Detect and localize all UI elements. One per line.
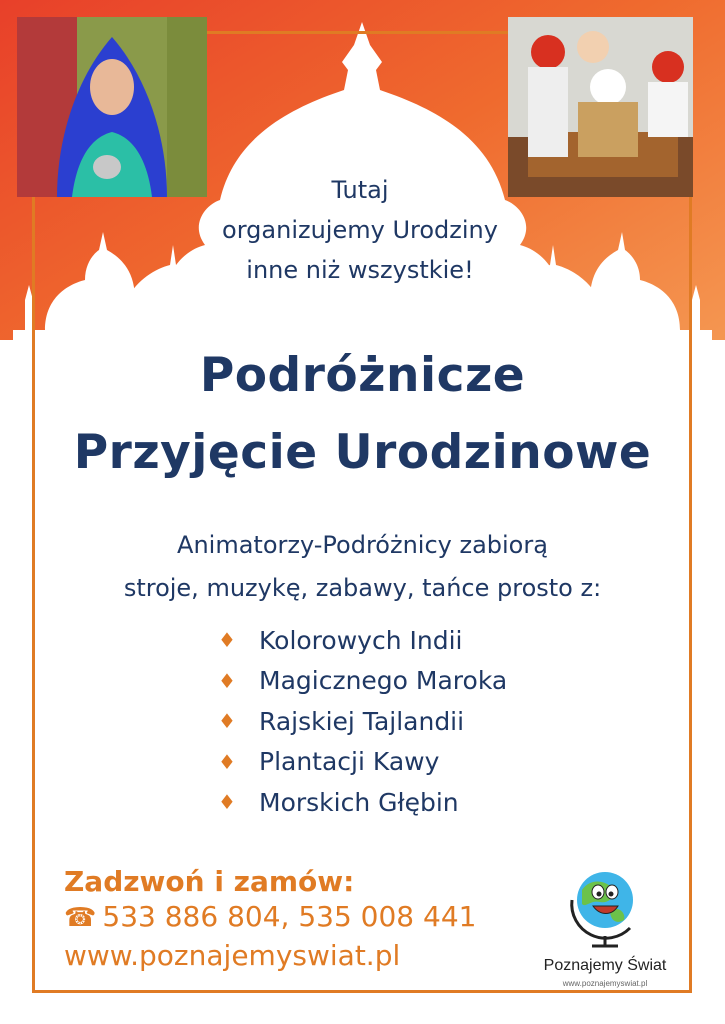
diamond-icon: ♦ bbox=[218, 709, 236, 734]
intro-line-2: organizujemy Urodziny bbox=[222, 216, 498, 244]
destination-label: Plantacji Kawy bbox=[259, 747, 440, 777]
call-to-action: Zadzwoń i zamów: bbox=[64, 865, 355, 898]
destination-label: Morskich Głębin bbox=[259, 787, 459, 817]
destination-list bbox=[218, 620, 507, 823]
description-line-1: Animatorzy-Podróżnicy zabiorą bbox=[177, 531, 548, 559]
diamond-icon: ♦ bbox=[218, 749, 236, 774]
list-item bbox=[218, 701, 507, 742]
logo-name: Poznajemy Świat bbox=[543, 957, 667, 974]
diamond-icon: ♦ bbox=[218, 628, 236, 653]
intro-text bbox=[160, 170, 560, 290]
title-line-1: Podróżnicze bbox=[199, 348, 526, 403]
list-item bbox=[218, 661, 507, 702]
logo-url: www.poznajemyswiat.pl bbox=[562, 979, 648, 988]
list-item bbox=[218, 782, 507, 823]
globe-mascot-icon bbox=[560, 860, 650, 950]
destination-label: Magicznego Maroka bbox=[259, 666, 508, 696]
title-line-2: Przyjęcie Urodzinowe bbox=[73, 425, 652, 480]
list-item bbox=[218, 742, 507, 783]
phone-numbers[interactable] bbox=[64, 900, 476, 933]
destination-label: Kolorowych Indii bbox=[259, 625, 463, 655]
diamond-icon: ♦ bbox=[218, 668, 236, 693]
destination-label: Rajskiej Tajlandii bbox=[259, 706, 465, 736]
diamond-icon: ♦ bbox=[218, 790, 236, 815]
description bbox=[60, 524, 665, 610]
description-line-2: stroje, muzykę, zabawy, tańce prosto z: bbox=[123, 574, 602, 602]
website-link[interactable]: www.poznajemyswiat.pl bbox=[64, 939, 401, 972]
intro-line-3: inne niż wszystkie! bbox=[246, 256, 474, 284]
phone-numbers-text: 533 886 804, 535 008 441 bbox=[102, 900, 477, 933]
telephone-icon: ☎ bbox=[64, 903, 97, 933]
intro-line-1: Tutaj bbox=[331, 176, 389, 204]
list-item bbox=[218, 620, 507, 661]
